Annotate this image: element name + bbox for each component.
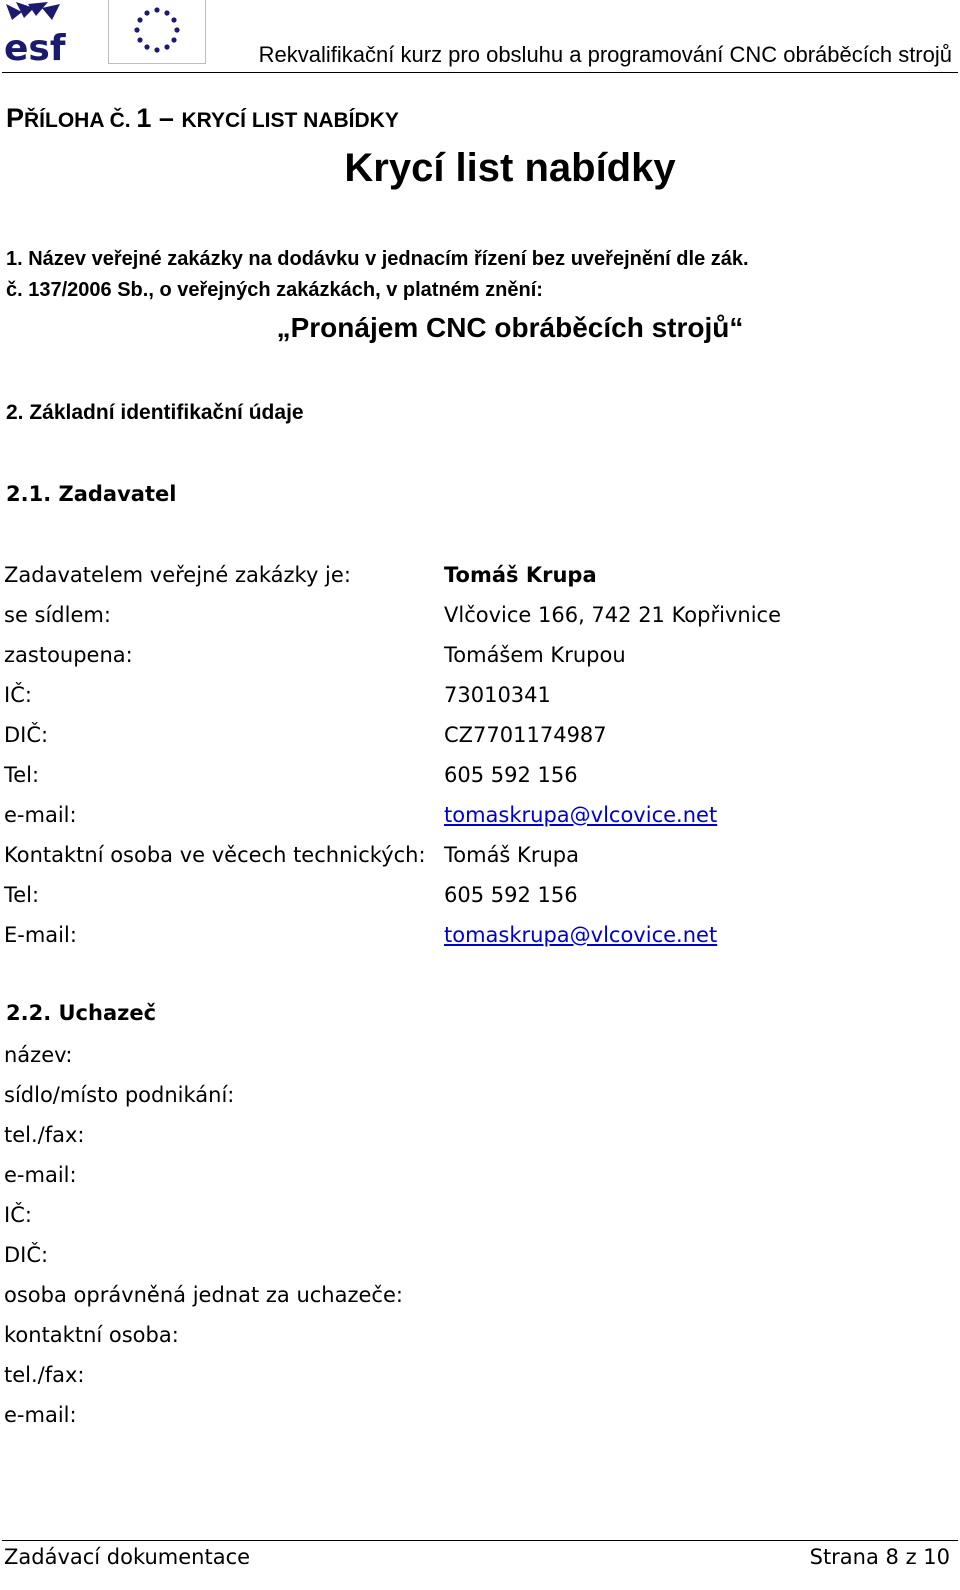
annex-title-label: ŘÍLOHA Č. <box>24 109 137 132</box>
dic-value: CZ7701174987 <box>444 723 607 747</box>
footer-document-name: Zadávací dokumentace <box>4 1545 251 1569</box>
bidder-telfax-label: tel./fax: <box>4 1123 85 1147</box>
technical-tel-label: Tel: <box>4 883 40 907</box>
eu-flag-icon <box>108 0 206 64</box>
document-title: Krycí list nabídky <box>344 146 676 190</box>
seat-value: Vlčovice 166, 742 21 Kopřivnice <box>444 603 781 627</box>
annex-title <box>6 103 399 134</box>
contracting-authority-label: Zadavatelem veřejné zakázky je: <box>4 563 351 587</box>
represented-value: Tomášem Krupou <box>444 643 626 667</box>
esf-logo-icon <box>2 0 80 64</box>
section21-heading: 2.1. Zadavatel <box>6 482 177 506</box>
contracting-authority-value: Tomáš Krupa <box>444 563 597 587</box>
bidder-contact-person-label: kontaktní osoba: <box>4 1323 179 1347</box>
esf-logo-text: esf <box>4 28 66 64</box>
annex-title-name: KRYCÍ LIST NABÍDKY <box>181 109 399 132</box>
bidder-dic-label: DIČ: <box>4 1243 49 1267</box>
tel-value: 605 592 156 <box>444 763 578 787</box>
header-title: Rekvalifikační kurz pro obsluhu a programování CNC obráběcích strojů <box>258 42 952 67</box>
technical-email-link[interactable]: tomaskrupa@vlcovice.net <box>444 923 718 947</box>
section22-heading: 2.2. Uchazeč <box>6 1001 157 1025</box>
bidder-seat-label: sídlo/místo podnikání: <box>4 1083 235 1107</box>
section2-heading: 2. Základní identifikační údaje <box>6 401 304 424</box>
bidder-email-label: e-mail: <box>4 1163 77 1187</box>
bidder-authorized-person-label: osoba oprávněná jednat za uchazeče: <box>4 1283 403 1307</box>
tel-label: Tel: <box>4 763 40 787</box>
bidder-contact-telfax-label: tel./fax: <box>4 1363 85 1387</box>
annex-title-number: 1 – <box>136 103 182 133</box>
bidder-ic-label: IČ: <box>4 1203 32 1227</box>
technical-contact-label: Kontaktní osoba ve věcech technických: <box>4 843 426 867</box>
contract-name: „Pronájem CNC obráběcích strojů“ <box>276 312 744 343</box>
bidder-contact-email-label: e-mail: <box>4 1403 77 1427</box>
email-label: e-mail: <box>4 803 77 827</box>
annex-title-initial: P <box>6 103 25 133</box>
header-divider <box>2 72 958 73</box>
technical-tel-value: 605 592 156 <box>444 883 578 907</box>
seat-label: se sídlem: <box>4 603 111 627</box>
dic-label: DIČ: <box>4 723 49 747</box>
technical-email-label: E-mail: <box>4 923 77 947</box>
section1-heading-line2: č. 137/2006 Sb., o veřejných zakázkách, v platném znění: <box>6 279 543 301</box>
technical-contact-value: Tomáš Krupa <box>444 843 579 867</box>
footer-divider <box>2 1540 958 1541</box>
section1-heading-line1: 1. Název veřejné zakázky na dodávku v jednacím řízení bez uveřejnění dle zák. <box>6 248 749 270</box>
bidder-name-label: název: <box>4 1043 73 1067</box>
ic-label: IČ: <box>4 683 32 707</box>
footer-page-number: Strana 8 z 10 <box>809 1545 950 1569</box>
represented-label: zastoupena: <box>4 643 133 667</box>
ic-value: 73010341 <box>444 683 551 707</box>
email-link[interactable]: tomaskrupa@vlcovice.net <box>444 803 718 827</box>
